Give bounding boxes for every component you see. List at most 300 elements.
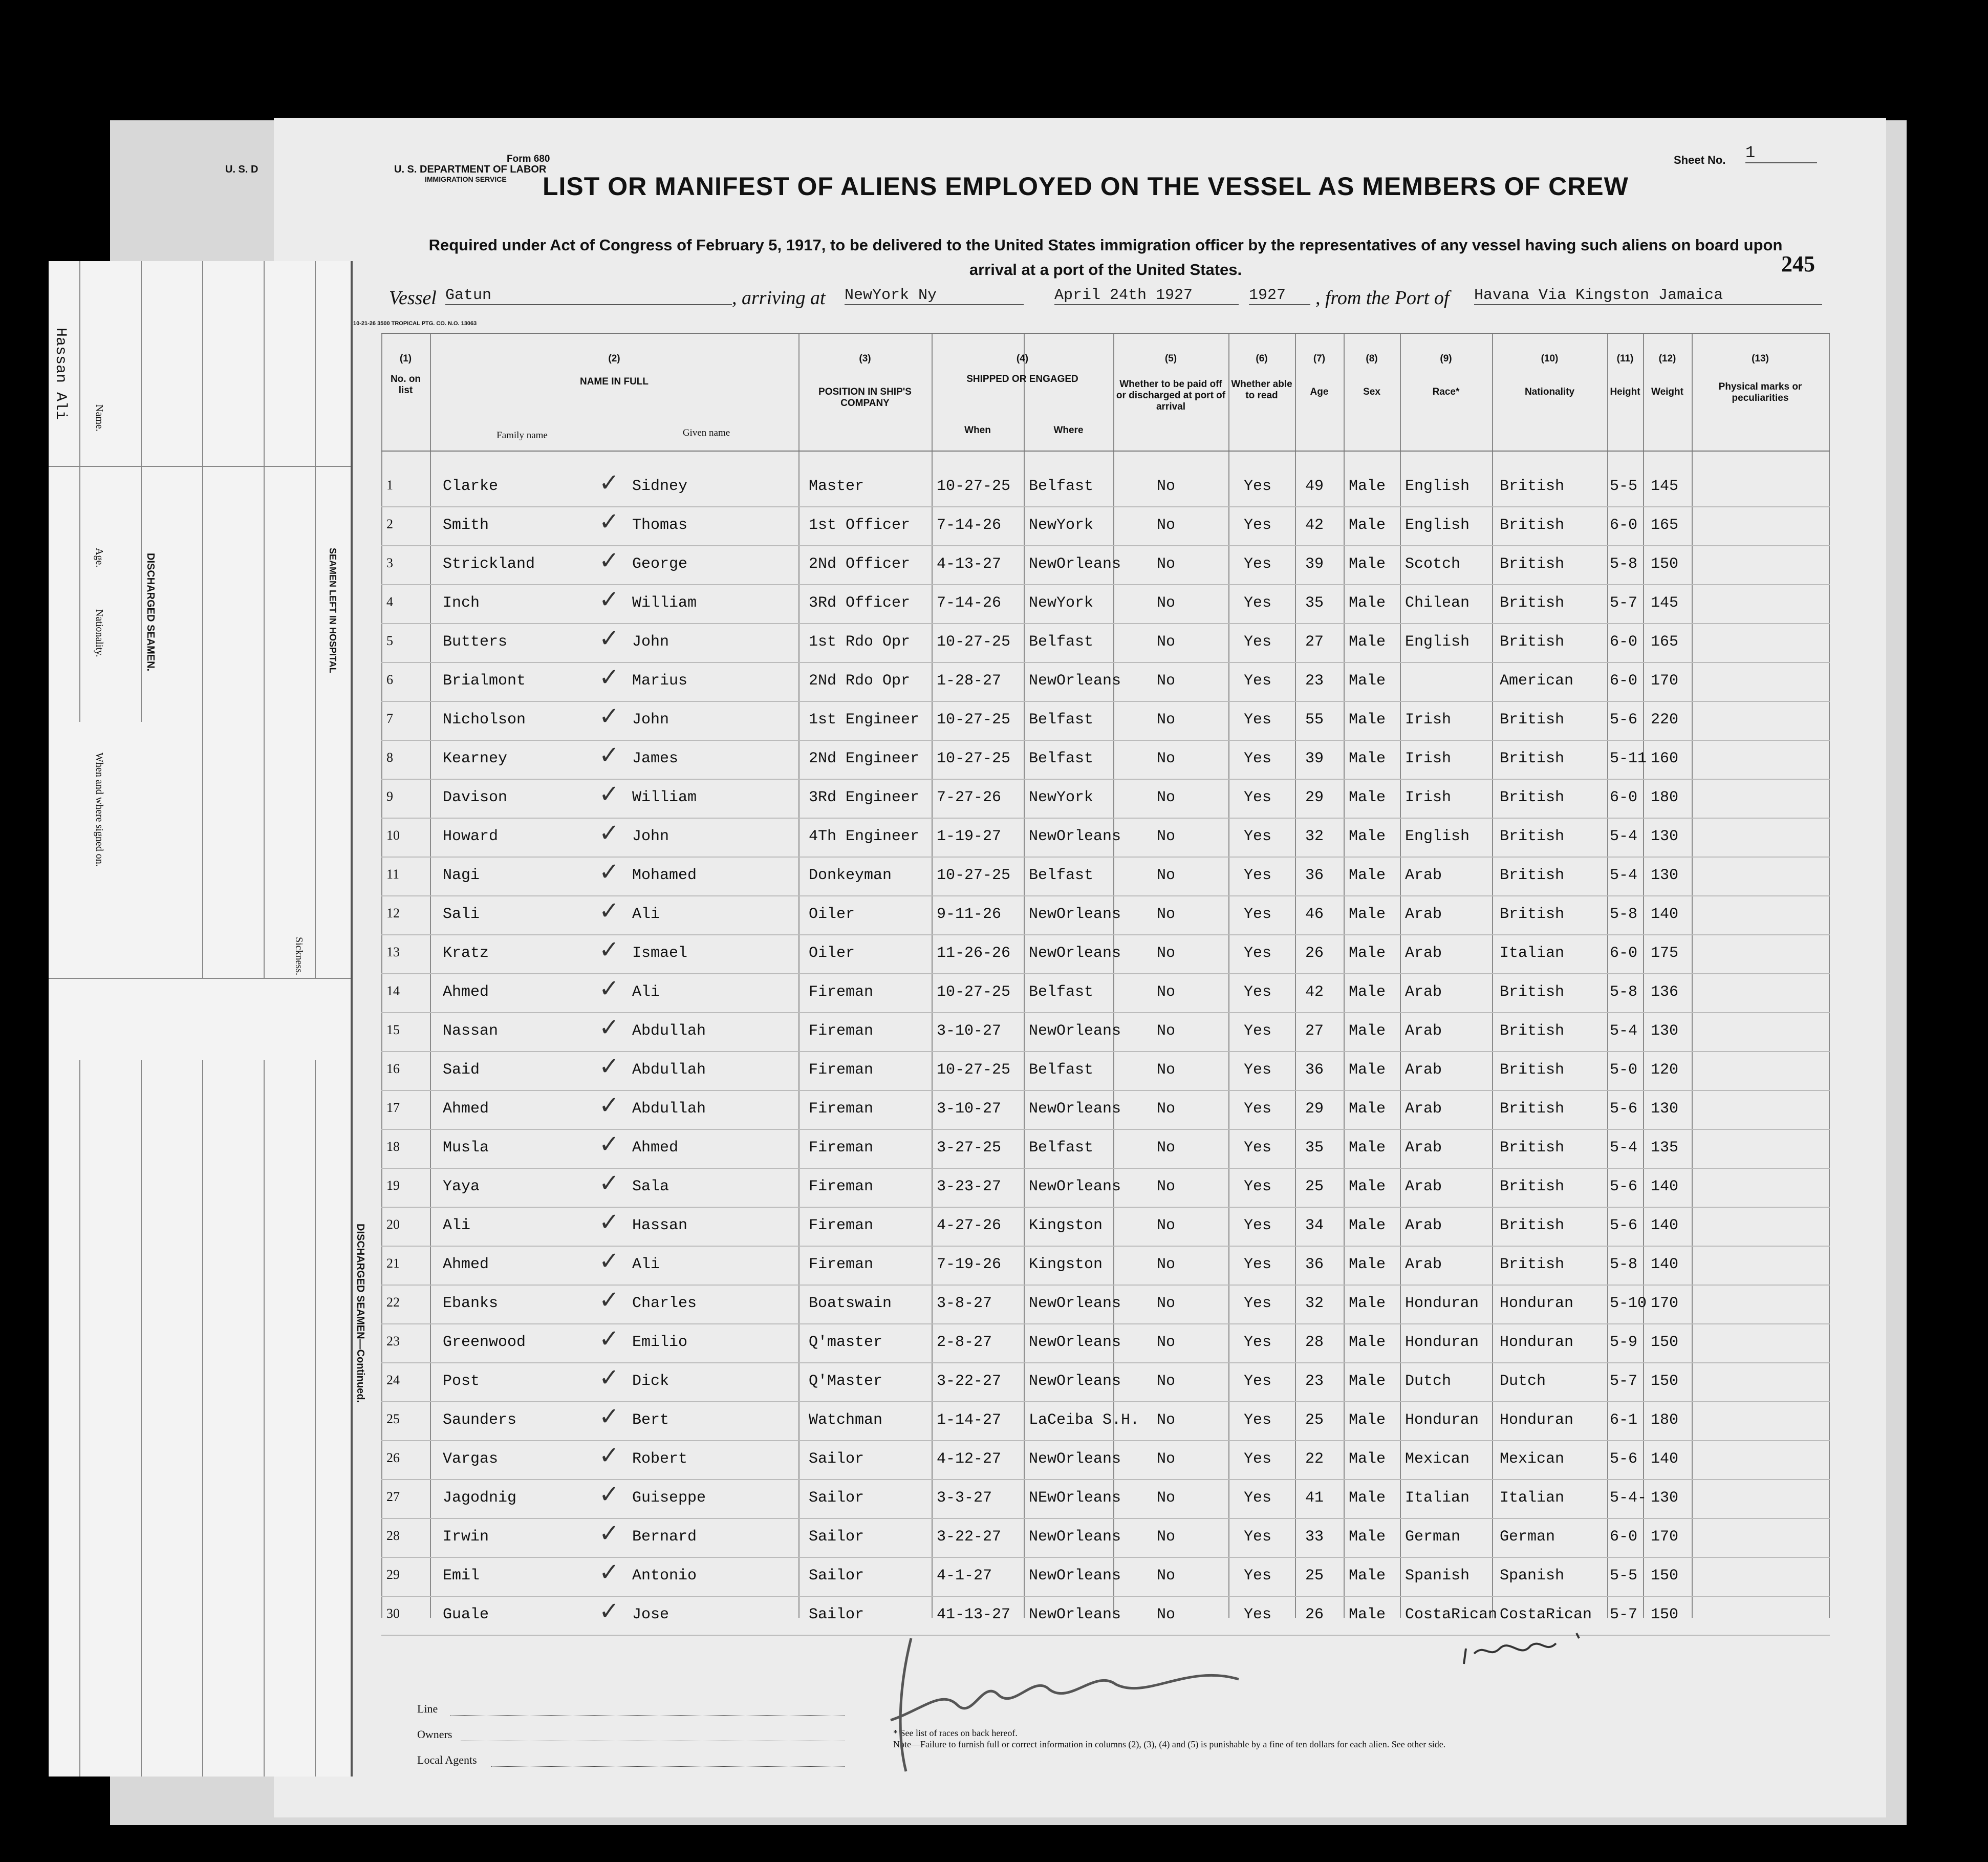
cell-height: 6-1	[1610, 1411, 1638, 1429]
cell-no: 14	[386, 983, 400, 998]
cell-paid: No	[1157, 1256, 1176, 1273]
col2-label: NAME IN FULL	[579, 376, 649, 387]
cell-weight: 150	[1651, 1567, 1679, 1585]
cell-height: 5-6	[1610, 1450, 1638, 1468]
col10-label: Nationality	[1524, 387, 1575, 397]
cell-age: 36	[1305, 1061, 1324, 1079]
cell-when: 10-27-25	[937, 750, 1011, 767]
cell-read: Yes	[1244, 1334, 1272, 1351]
cell-read: Yes	[1244, 1139, 1272, 1157]
table-row	[381, 1247, 1830, 1286]
cell-age: 49	[1305, 478, 1324, 495]
check-mark-icon: ✓	[599, 1480, 620, 1509]
cell-sex: Male	[1349, 633, 1386, 651]
cell-age: 22	[1305, 1450, 1324, 1468]
cell-read: Yes	[1244, 1528, 1272, 1546]
cell-position: Sailor	[809, 1528, 865, 1546]
cell-sex: Male	[1349, 1061, 1386, 1079]
col2-num: (2)	[608, 353, 620, 364]
cell-no: 11	[386, 867, 400, 882]
cell-no: 16	[386, 1061, 400, 1076]
cell-sex: Male	[1349, 1411, 1386, 1429]
col8-label: Sex	[1363, 387, 1380, 397]
cell-sex: Male	[1349, 1295, 1386, 1312]
cell-height: 5-6	[1610, 1178, 1638, 1195]
cell-nationality: Honduran	[1500, 1334, 1574, 1351]
col5-label: Whether to be paid off or discharged at port of arrival	[1116, 379, 1226, 412]
cell-no: 3	[386, 555, 393, 570]
cell-family: Davison	[443, 789, 508, 806]
cell-when: 3-22-27	[937, 1373, 1002, 1390]
cell-given: John	[632, 828, 669, 845]
cell-when: 3-10-27	[937, 1022, 1002, 1040]
table-row	[381, 858, 1830, 896]
cell-where: Belfast	[1029, 633, 1094, 651]
page-title: LIST OR MANIFEST OF ALIENS EMPLOYED ON THE VESSEL AS MEMBERS OF CREW	[543, 172, 1629, 201]
signature	[880, 1618, 1249, 1787]
cell-where: NewOrleans	[1029, 1295, 1121, 1312]
cell-given: William	[632, 789, 697, 806]
cell-read: Yes	[1244, 1022, 1272, 1040]
cell-no: 24	[386, 1373, 400, 1387]
cell-position: 3Rd Officer	[809, 594, 911, 612]
cell-position: 3Rd Engineer	[809, 789, 920, 806]
cell-race: Arab	[1405, 906, 1442, 923]
line-label: Line	[417, 1702, 438, 1715]
cell-sex: Male	[1349, 594, 1386, 612]
cell-no: 8	[386, 750, 393, 765]
cell-sex: Male	[1349, 1178, 1386, 1195]
cell-where: NewOrleans	[1029, 672, 1121, 690]
cell-paid: No	[1157, 517, 1176, 534]
cell-sex: Male	[1349, 983, 1386, 1001]
cell-paid: No	[1157, 1334, 1176, 1351]
cell-weight: 170	[1651, 1528, 1679, 1546]
check-mark-icon: ✓	[599, 1130, 620, 1159]
cell-weight: 130	[1651, 1100, 1679, 1118]
cell-age: 29	[1305, 789, 1324, 806]
col3-num: (3)	[859, 353, 871, 364]
check-mark-icon: ✓	[599, 1402, 620, 1431]
cell-read: Yes	[1244, 711, 1272, 729]
col9-label: Race*	[1432, 387, 1460, 397]
cell-paid: No	[1157, 1139, 1176, 1157]
cell-where: NewYork	[1029, 517, 1094, 534]
cell-weight: 130	[1651, 867, 1679, 884]
cell-age: 35	[1305, 1139, 1324, 1157]
col11-label: Height	[1610, 387, 1640, 397]
check-mark-icon: ✓	[599, 1013, 620, 1042]
cell-family: Clarke	[443, 478, 499, 495]
cell-given: Ali	[632, 1256, 660, 1273]
cell-where: NewOrleans	[1029, 1334, 1121, 1351]
cell-paid: No	[1157, 1528, 1176, 1546]
cell-age: 27	[1305, 633, 1324, 651]
cell-paid: No	[1157, 867, 1176, 884]
cell-when: 3-10-27	[937, 1100, 1002, 1118]
cell-given: Abdullah	[632, 1100, 706, 1118]
cell-nationality: CostaRican	[1500, 1606, 1592, 1623]
cell-paid: No	[1157, 1489, 1176, 1507]
requirement-text: Required under Act of Congress of February 5, 1917, to be delivered to the United States immigration officer by the representatives of any vessel having such aliens on board upon arrival at a port of the United States.	[428, 236, 1783, 279]
cell-nationality: British	[1500, 1256, 1565, 1273]
cell-family: Ebanks	[443, 1295, 499, 1312]
cell-sex: Male	[1349, 945, 1386, 962]
cell-when: 3-27-25	[937, 1139, 1002, 1157]
cell-sex: Male	[1349, 789, 1386, 806]
cell-read: Yes	[1244, 906, 1272, 923]
cell-weight: 150	[1651, 1606, 1679, 1623]
cell-race: Honduran	[1405, 1411, 1479, 1429]
cell-age: 25	[1305, 1567, 1324, 1585]
col4-where: Where	[1053, 425, 1084, 436]
cell-nationality: British	[1500, 983, 1565, 1001]
cell-nationality: British	[1500, 1178, 1565, 1195]
cell-given: Abdullah	[632, 1022, 706, 1040]
cell-age: 46	[1305, 906, 1324, 923]
cell-read: Yes	[1244, 1450, 1272, 1468]
col9-num: (9)	[1440, 353, 1452, 364]
cell-weight: 140	[1651, 1450, 1679, 1468]
cell-read: Yes	[1244, 789, 1272, 806]
cell-race: Arab	[1405, 1061, 1442, 1079]
cell-read: Yes	[1244, 517, 1272, 534]
cell-age: 32	[1305, 828, 1324, 845]
cell-position: Sailor	[809, 1606, 865, 1623]
cell-where: NewOrleans	[1029, 1606, 1121, 1623]
cell-position: 1st Officer	[809, 517, 911, 534]
cell-age: 42	[1305, 983, 1324, 1001]
slip-discharged-heading: DISCHARGED SEAMEN.	[145, 553, 156, 672]
cell-position: Watchman	[809, 1411, 883, 1429]
cell-height: 5-5	[1610, 478, 1638, 495]
check-mark-icon: ✓	[599, 663, 620, 692]
check-mark-icon: ✓	[599, 1597, 620, 1625]
cell-race: Italian	[1405, 1489, 1470, 1507]
table-row	[381, 1441, 1830, 1480]
cell-family: Kearney	[443, 750, 508, 767]
cell-race: Arab	[1405, 1178, 1442, 1195]
cell-race: Arab	[1405, 945, 1442, 962]
cell-height: 6-0	[1610, 789, 1638, 806]
cell-no: 13	[386, 945, 400, 959]
cell-race: Arab	[1405, 867, 1442, 884]
cell-given: Thomas	[632, 517, 688, 534]
cell-race: Arab	[1405, 1022, 1442, 1040]
cell-sex: Male	[1349, 1606, 1386, 1623]
cell-given: Mohamed	[632, 867, 697, 884]
line-field	[450, 1715, 845, 1716]
service: IMMIGRATION SERVICE	[425, 175, 507, 183]
cell-read: Yes	[1244, 633, 1272, 651]
cell-where: NewYork	[1029, 594, 1094, 612]
cell-no: 28	[386, 1528, 400, 1543]
cell-age: 39	[1305, 750, 1324, 767]
cell-position: Oiler	[809, 906, 855, 923]
cell-family: Ahmed	[443, 1256, 489, 1273]
cell-age: 42	[1305, 517, 1324, 534]
cell-race: Chilean	[1405, 594, 1470, 612]
cell-height: 5-4	[1610, 828, 1638, 845]
cell-when: 7-14-26	[937, 517, 1002, 534]
cell-sex: Male	[1349, 1528, 1386, 1546]
cell-given: Guiseppe	[632, 1489, 706, 1507]
cell-read: Yes	[1244, 1178, 1272, 1195]
cell-when: 7-14-26	[937, 594, 1002, 612]
table-row	[381, 624, 1830, 663]
table-row	[381, 780, 1830, 819]
col6-num: (6)	[1256, 353, 1268, 364]
cell-height: 5-10	[1610, 1295, 1647, 1312]
cell-position: Fireman	[809, 1256, 874, 1273]
cell-paid: No	[1157, 828, 1176, 845]
cell-given: Robert	[632, 1450, 688, 1468]
cell-age: 34	[1305, 1217, 1324, 1234]
cell-family: Brialmont	[443, 672, 526, 690]
table-row	[381, 1169, 1830, 1208]
cell-where: Belfast	[1029, 1061, 1094, 1079]
cell-given: Ali	[632, 906, 660, 923]
cell-sex: Male	[1349, 478, 1386, 495]
cell-nationality: British	[1500, 1217, 1565, 1234]
cell-height: 5-5	[1610, 1567, 1638, 1585]
cell-race: Irish	[1405, 750, 1452, 767]
cell-no: 15	[386, 1022, 400, 1037]
cell-height: 6-0	[1610, 672, 1638, 690]
table-row	[381, 1480, 1830, 1519]
table-row	[381, 1208, 1830, 1247]
cell-position: Sailor	[809, 1450, 865, 1468]
cell-sex: Male	[1349, 1100, 1386, 1118]
cell-weight: 160	[1651, 750, 1679, 767]
table-row	[381, 1286, 1830, 1324]
cell-race: Irish	[1405, 789, 1452, 806]
table-row	[381, 546, 1830, 585]
check-mark-icon: ✓	[599, 702, 620, 731]
cell-age: 28	[1305, 1334, 1324, 1351]
cell-nationality: Honduran	[1500, 1295, 1574, 1312]
cell-family: Saunders	[443, 1411, 517, 1429]
cell-paid: No	[1157, 594, 1176, 612]
cell-weight: 175	[1651, 945, 1679, 962]
cell-position: Master	[809, 478, 865, 495]
cell-given: Bert	[632, 1411, 669, 1429]
cell-weight: 136	[1651, 983, 1679, 1001]
cell-weight: 150	[1651, 555, 1679, 573]
check-mark-icon: ✓	[599, 896, 620, 925]
cell-where: Kingston	[1029, 1256, 1103, 1273]
cell-height: 6-0	[1610, 945, 1638, 962]
slip-name-label: Name.	[94, 404, 105, 432]
cell-height: 6-0	[1610, 633, 1638, 651]
cell-nationality: British	[1500, 1100, 1565, 1118]
cell-position: 1st Engineer	[809, 711, 920, 729]
table-row	[381, 468, 1830, 507]
cell-family: Yaya	[443, 1178, 480, 1195]
cell-where: NewOrleans	[1029, 1567, 1121, 1585]
cell-race: Mexican	[1405, 1450, 1470, 1468]
cell-where: NEwOrleans	[1029, 1489, 1121, 1507]
cell-where: Belfast	[1029, 478, 1094, 495]
cell-position: 2Nd Engineer	[809, 750, 920, 767]
cell-nationality: British	[1500, 867, 1565, 884]
cell-when: 1-28-27	[937, 672, 1002, 690]
cell-where: Kingston	[1029, 1217, 1103, 1234]
local-agents-field	[491, 1766, 845, 1767]
cell-race: German	[1405, 1528, 1461, 1546]
cell-race: English	[1405, 517, 1470, 534]
cell-given: John	[632, 633, 669, 651]
cell-weight: 130	[1651, 1489, 1679, 1507]
check-mark-icon: ✓	[599, 858, 620, 886]
cell-family: Ahmed	[443, 1100, 489, 1118]
col7-label: Age	[1310, 387, 1329, 397]
cell-read: Yes	[1244, 555, 1272, 573]
cell-weight: 180	[1651, 1411, 1679, 1429]
cell-where: NewOrleans	[1029, 1528, 1121, 1546]
cell-weight: 140	[1651, 1217, 1679, 1234]
arrival-date: April 24th 1927	[1054, 287, 1239, 305]
cell-family: Nagi	[443, 867, 480, 884]
cell-read: Yes	[1244, 1411, 1272, 1429]
cell-position: Fireman	[809, 1061, 874, 1079]
cell-given: Hassan	[632, 1217, 688, 1234]
cell-nationality: British	[1500, 750, 1565, 767]
table-row	[381, 663, 1830, 702]
cell-nationality: Dutch	[1500, 1373, 1546, 1390]
cell-no: 27	[386, 1489, 400, 1504]
slip-discharged-continued: DISCHARGED SEAMEN—Continued.	[355, 1224, 366, 1403]
cell-weight: 170	[1651, 1295, 1679, 1312]
cell-age: 23	[1305, 1373, 1324, 1390]
col1-num: (1)	[399, 353, 412, 364]
cell-where: LaCeiba S.H.	[1029, 1411, 1140, 1429]
table-row	[381, 974, 1830, 1013]
cell-no: 18	[386, 1139, 400, 1154]
cell-when: 2-8-27	[937, 1334, 992, 1351]
cell-when: 3-22-27	[937, 1528, 1002, 1546]
cell-height: 5-4	[1610, 867, 1638, 884]
cell-paid: No	[1157, 983, 1176, 1001]
cell-sex: Male	[1349, 1139, 1386, 1157]
cell-family: Ali	[443, 1217, 471, 1234]
cell-given: William	[632, 594, 697, 612]
cell-age: 26	[1305, 945, 1324, 962]
slip-age-label: Age.	[94, 548, 105, 568]
cell-paid: No	[1157, 1061, 1176, 1079]
cell-sex: Male	[1349, 711, 1386, 729]
cell-height: 5-4	[1610, 1022, 1638, 1040]
cell-position: Fireman	[809, 1178, 874, 1195]
cell-when: 9-11-26	[937, 906, 1002, 923]
cell-no: 25	[386, 1411, 400, 1426]
cell-weight: 130	[1651, 1022, 1679, 1040]
check-mark-icon: ✓	[599, 1519, 620, 1548]
cell-when: 1-14-27	[937, 1411, 1002, 1429]
department-back: U. S. D	[225, 164, 258, 175]
cell-no: 23	[386, 1334, 400, 1349]
page-number: 245	[1781, 251, 1815, 276]
cell-where: NewOrleans	[1029, 1022, 1121, 1040]
cell-when: 10-27-25	[937, 867, 1011, 884]
cell-paid: No	[1157, 478, 1176, 495]
cell-no: 10	[386, 828, 400, 843]
cell-weight: 130	[1651, 828, 1679, 845]
cell-race: CostaRican	[1405, 1606, 1498, 1623]
cell-weight: 140	[1651, 1178, 1679, 1195]
cell-family: Nassan	[443, 1022, 499, 1040]
cell-paid: No	[1157, 750, 1176, 767]
check-mark-icon: ✓	[599, 624, 620, 653]
cell-position: Fireman	[809, 1022, 874, 1040]
cell-sex: Male	[1349, 1373, 1386, 1390]
slip-when-where-label: When and where signed on.	[94, 753, 105, 867]
cell-height: 6-0	[1610, 517, 1638, 534]
cell-where: NewOrleans	[1029, 1373, 1121, 1390]
cell-paid: No	[1157, 1295, 1176, 1312]
table-row	[381, 819, 1830, 858]
cell-paid: No	[1157, 1217, 1176, 1234]
cell-family: Kratz	[443, 945, 489, 962]
cell-read: Yes	[1244, 1567, 1272, 1585]
check-mark-icon: ✓	[599, 1208, 620, 1236]
col3-label: POSITION IN SHIP'S COMPANY	[818, 387, 912, 409]
cell-given: James	[632, 750, 679, 767]
cell-given: Marius	[632, 672, 688, 690]
cell-sex: Male	[1349, 1217, 1386, 1234]
cell-nationality: Spanish	[1500, 1567, 1565, 1585]
cell-height: 5-7	[1610, 1606, 1638, 1623]
cell-age: 39	[1305, 555, 1324, 573]
cell-paid: No	[1157, 945, 1176, 962]
cell-no: 21	[386, 1256, 400, 1271]
cell-paid: No	[1157, 1567, 1176, 1585]
cell-given: Charles	[632, 1295, 697, 1312]
cell-no: 20	[386, 1217, 400, 1232]
cell-position: Sailor	[809, 1567, 865, 1585]
cell-race: Arab	[1405, 1139, 1442, 1157]
cell-sex: Male	[1349, 750, 1386, 767]
arrival-year: 1927	[1249, 287, 1310, 305]
sheet-number: 1	[1745, 143, 1817, 163]
department: U. S. DEPARTMENT OF LABOR	[394, 164, 547, 175]
cell-weight: 145	[1651, 594, 1679, 612]
cell-position: Q'master	[809, 1334, 883, 1351]
cell-weight: 170	[1651, 672, 1679, 690]
table-row	[381, 1558, 1830, 1597]
check-mark-icon: ✓	[599, 1091, 620, 1120]
cell-when: 4-27-26	[937, 1217, 1002, 1234]
cell-sex: Male	[1349, 1256, 1386, 1273]
cell-paid: No	[1157, 1606, 1176, 1623]
slip-typed-name: Hassan Ali	[52, 328, 69, 420]
cell-read: Yes	[1244, 750, 1272, 767]
check-mark-icon: ✓	[599, 468, 620, 497]
cell-family: Guale	[443, 1606, 489, 1623]
cell-paid: No	[1157, 633, 1176, 651]
cell-age: 41	[1305, 1489, 1324, 1507]
cell-nationality: Mexican	[1500, 1450, 1565, 1468]
table-row	[381, 585, 1830, 624]
cell-age: 33	[1305, 1528, 1324, 1546]
cell-no: 9	[386, 789, 393, 804]
cell-given: John	[632, 711, 669, 729]
cell-height: 5-8	[1610, 983, 1638, 1001]
cell-read: Yes	[1244, 594, 1272, 612]
from-port-label: , from the Port of	[1315, 287, 1450, 309]
cell-when: 11-26-26	[937, 945, 1011, 962]
cell-family: Nicholson	[443, 711, 526, 729]
